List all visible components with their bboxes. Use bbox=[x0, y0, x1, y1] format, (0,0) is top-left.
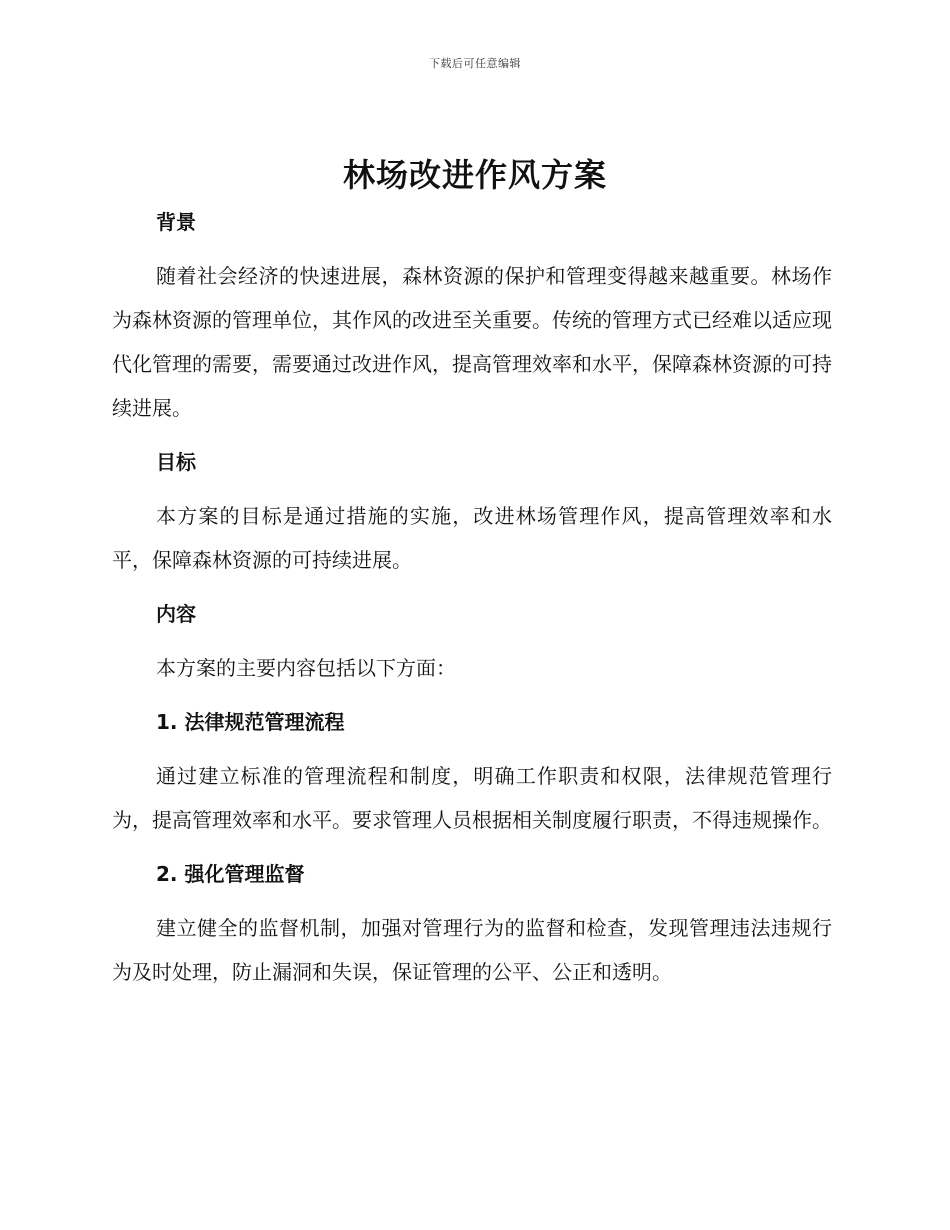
section-heading-content: 内容 bbox=[156, 602, 196, 626]
section-text-content-intro: 本方案的主要内容包括以下方面： bbox=[156, 656, 456, 680]
page-title: 林场改进作风方案 bbox=[342, 156, 607, 194]
section-heading-item1: 1. 法律规范管理流程 bbox=[156, 710, 345, 734]
header-note: 下载后可任意编辑 bbox=[429, 57, 521, 70]
section-heading-item2: 2. 强化管理监督 bbox=[156, 862, 305, 886]
section-text-goal: 本方案的目标是通过措施的实施，改进林场管理作风，提高管理效率和水平，保障森林资源的可持续进展。 bbox=[112, 504, 832, 572]
section-text-item1: 通过建立标准的管理流程和制度，明确工作职责和权限，法律规范管理行为，提高管理效率和水平。要求管理人员根据相关制度履行职责，不得违规操作。 bbox=[112, 764, 832, 832]
document-body bbox=[112, 202, 832, 994]
section-text-background: 随着社会经济的快速进展，森林资源的保护和管理变得越来越重要。林场作为森林资源的管理单位，其作风的改进至关重要。传统的管理方式已经难以适应现代化管理的需要，需要通过改进作风，提高管理效率和水平，保障森林资源的可持续进展。 bbox=[112, 264, 832, 420]
section-heading-goal: 目标 bbox=[156, 450, 196, 474]
section-text-item2: 建立健全的监督机制，加强对管理行为的监督和检查，发现管理违法违规行为及时处理，防止漏洞和失误，保证管理的公平、公正和透明。 bbox=[112, 916, 832, 984]
section-heading-background: 背景 bbox=[156, 210, 196, 234]
